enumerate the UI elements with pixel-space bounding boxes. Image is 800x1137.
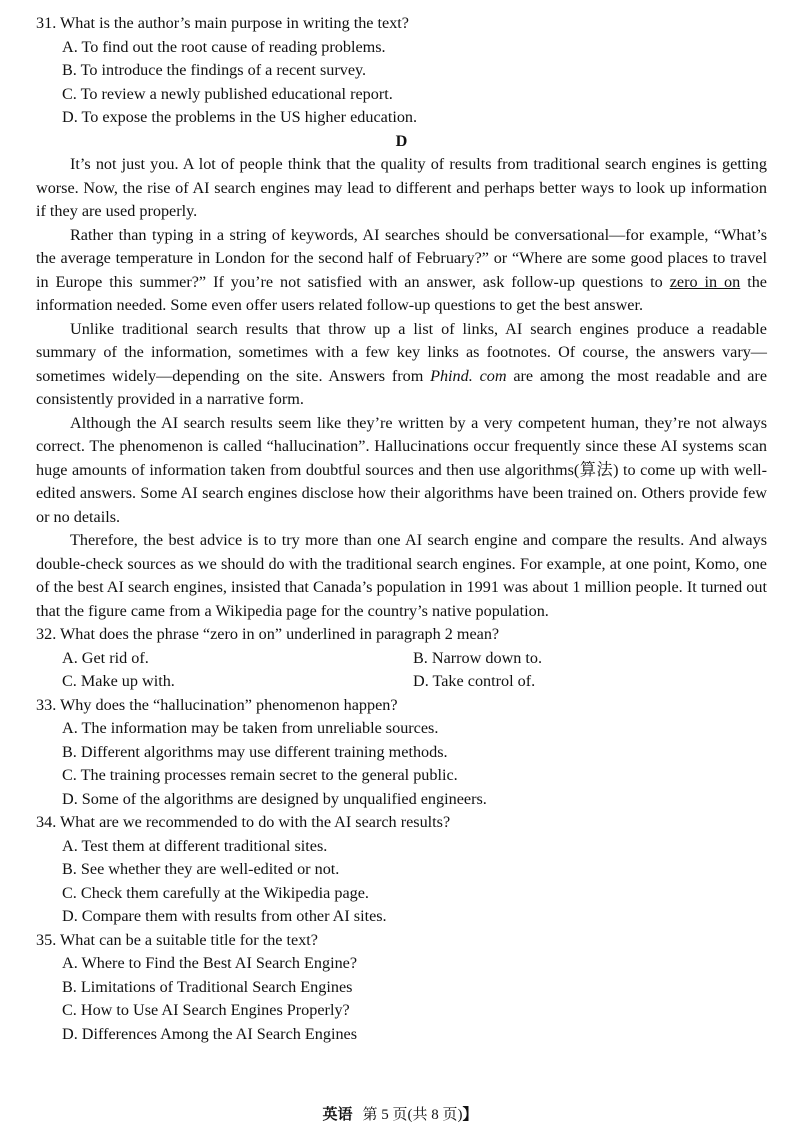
page-content <box>36 12 767 1046</box>
passage-paragraph-1: It’s not just you. A lot of people think that the quality of results from traditional search engines is getting worse. Now, the rise of AI search engines may lead to different and perhaps better ways to look up information if they are used properly. <box>36 155 767 220</box>
question-32-option-b: B. Narrow down to. <box>413 648 543 667</box>
question-35-option-d: D. Differences Among the AI Search Engines <box>62 1024 358 1043</box>
paragraph-2-text-after: the information needed. Some even offer users related follow-up questions to get the best answer. <box>36 272 767 314</box>
question-33 <box>36 694 767 812</box>
passage-paragraph-3 <box>36 318 767 412</box>
passage-paragraph-2 <box>36 224 767 318</box>
question-32-options-row-2 <box>36 670 767 694</box>
paragraph-3-text-before: Unlike traditional search results that throw up a list of links, AI search engines produce a readable summary of the information, sometimes with a few key links as footnotes. Of course, the answers vary—sometimes widely—depending on the site. Answers from <box>36 319 767 385</box>
question-32-options-row-1 <box>36 647 767 671</box>
question-35-option-c: C. How to Use AI Search Engines Properly? <box>62 1001 350 1019</box>
passage-d <box>36 153 767 623</box>
question-33-stem: 33. Why does the “hallucination” phenomenon happen? <box>36 695 398 714</box>
paragraph-2-text-before: Rather than typing in a string of keywords, AI searches should be conversational—for example, “What’s the average temperature in London for the second half of February?” or “Where are some good places to travel in Europe this summer?” If you’re not satisfied with an answer, ask follow-up questions to <box>36 225 767 291</box>
question-35-stem: 35. What can be a suitable title for the text? <box>36 930 318 949</box>
footer-bracket: 】 <box>462 1107 478 1123</box>
question-34-option-a: A. Test them at different traditional sites. <box>62 836 328 855</box>
question-32-stem: 32. What does the phrase “zero in on” underlined in paragraph 2 mean? <box>36 625 500 643</box>
question-35 <box>36 929 767 1047</box>
question-34-option-b: B. See whether they are well-edited or not. <box>62 860 340 878</box>
passage-paragraph-5: Therefore, the best advice is to try more than one AI search engine and compare the results. And always double-check sources as we should do with the traditional search engines. For example, at one point, Komo, one of the best AI search engines, insisted that Canada’s population in 1991 was about 1 million people. It turned out that the figure came from a Wikipedia page for the country’s native population. <box>36 531 767 620</box>
question-34-option-d: D. Compare them with results from other AI sites. <box>62 907 387 925</box>
question-35-option-b: B. Limitations of Traditional Search Engines <box>62 977 353 996</box>
footer-page-number: 第 5 页(共 8 页) <box>362 1107 463 1123</box>
question-33-option-c: C. The training processes remain secret to the general public. <box>62 766 458 784</box>
question-32-option-d: D. Take control of. <box>413 672 536 690</box>
question-35-option-a: A. Where to Find the Best AI Search Engine? <box>62 954 358 972</box>
question-31-option-c: C. To review a newly published educational report. <box>62 84 393 103</box>
site-name: Phind. com <box>430 366 507 385</box>
paragraph-3-text-after: are among the most readable and are consistently provided in a narrative form. <box>36 366 768 408</box>
footer-subject: 英语 <box>322 1107 353 1123</box>
question-33-option-a: A. The information may be taken from unreliable sources. <box>62 719 439 737</box>
question-31 <box>36 12 767 130</box>
question-33-option-d: D. Some of the algorithms are designed by unqualified engineers. <box>62 789 487 808</box>
question-33-option-b: B. Different algorithms may use different training methods. <box>62 742 448 761</box>
question-32-option-a: A. Get rid of. <box>62 648 149 667</box>
page-footer <box>0 1103 800 1124</box>
question-34-option-c: C. Check them carefully at the Wikipedia page. <box>62 883 369 902</box>
question-31-option-b: B. To introduce the findings of a recent survey. <box>62 61 367 79</box>
question-31-stem: 31. What is the author’s main purpose in writing the text? <box>36 14 409 32</box>
passage-letter: D <box>395 131 408 150</box>
question-34 <box>36 811 767 929</box>
underlined-phrase: zero in on <box>669 272 741 291</box>
question-31-option-d: D. To expose the problems in the US higher education. <box>62 108 418 126</box>
question-31-option-a: A. To find out the root cause of reading problems. <box>62 37 386 56</box>
passage-paragraph-4: Although the AI search results seem like they’re written by a very competent human, they’re not always correct. The phenomenon is called “hallucination”. Hallucinations occur frequently since these AI systems scan huge amounts of information taken from doubtful sources and then use algorithms(算法) to come up with well-edited answers. Some AI search engines disclose how their algorithms have been trained on. Others provide few or no details. <box>36 413 767 526</box>
question-32 <box>36 623 767 694</box>
question-34-stem: 34. What are we recommended to do with the AI search results? <box>36 813 451 831</box>
question-32-option-c: C. Make up with. <box>62 672 175 690</box>
